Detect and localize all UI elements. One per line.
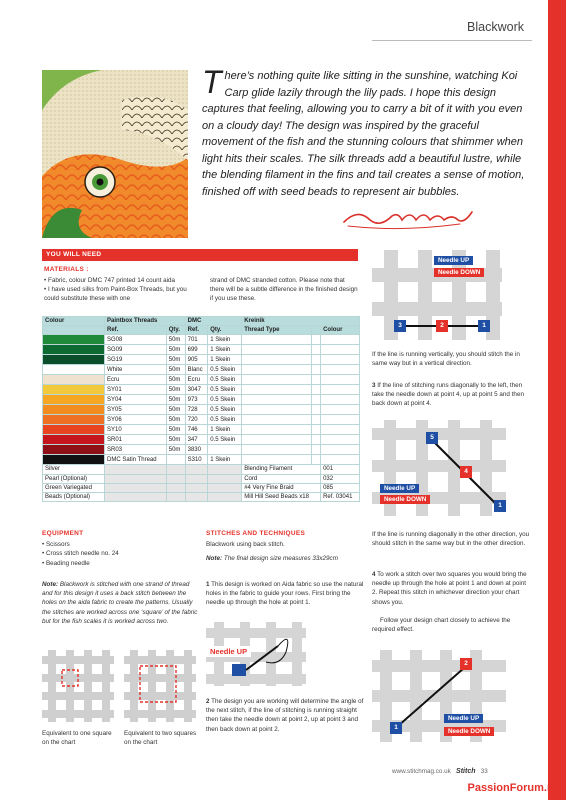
step-2: 2 The design you are working will determine the angle of the next stitch, if the line of stitching is running straight then take the needle down at point 2, up at point 3 and then back down at point 2. <box>206 698 364 733</box>
equipment-item: • Scissors <box>42 540 192 549</box>
colour-swatch <box>43 385 105 395</box>
needle-up-label: Needle UP <box>444 714 483 723</box>
two-square-stitch-diagram <box>372 650 506 742</box>
intro-text: here’s nothing quite like sitting in the sunshine, watching Koi Carp glide lazily through the lily pads. I hope this design captures that feeling, allowing you to carry a bit of it with you even on a cloudy day! The design was inspired by the graceful movement of the fish and the stunning colours that shimmer when light hits their scales. The silk threads add a beautiful lustre, while the blending filament in the fins and tail creates a sense of motion, finished off with seed beads to represent air bubbles. <box>202 70 525 198</box>
intro-paragraph <box>202 64 532 200</box>
kreinik-row: Beads (Optional) Mill Hill Seed Beads x18 Ref. 03041 <box>43 492 360 501</box>
materials-title: MATERIALS : <box>44 266 89 273</box>
thread-rows <box>43 335 360 465</box>
col-kreinik: Kreinik <box>242 317 360 326</box>
colour-swatch <box>43 405 105 415</box>
needle-down-label: Needle DOWN <box>434 268 484 277</box>
point-2: 2 <box>460 658 472 670</box>
needle-up-label: Needle UP <box>380 484 419 493</box>
colour-swatch <box>43 445 105 455</box>
note-text: Blackwork is stitched with one strand of thread and for this design it uses a back stitch between the holes on the aida fabric to create the patterns. Usually the stitches are worked across one ‘square’ of the fabric but for the fish scales it is worked across two. <box>42 581 198 625</box>
needle-down-label: Needle DOWN <box>380 495 430 504</box>
you-will-need-header: YOU WILL NEED <box>42 249 358 261</box>
thread-row: SG08 50m 701 1 Skein <box>43 335 360 345</box>
thread-row: SR03 50m 3830 <box>43 445 360 455</box>
page-number: 33 <box>480 768 488 775</box>
thread-row: SY05 50m 728 0.5 Skein <box>43 405 360 415</box>
diagonal-stitch-diagram <box>372 420 506 516</box>
thread-row: DMC Satin Thread S310 1 Skein <box>43 455 360 465</box>
colour-swatch <box>43 415 105 425</box>
col-colour: Colour <box>43 317 105 326</box>
straight-stitch-diagram <box>372 250 502 340</box>
colour-swatch <box>43 355 105 365</box>
equipment-section <box>42 529 192 568</box>
point-4: 4 <box>460 466 472 478</box>
point-1: 1 <box>478 320 490 332</box>
footer-url: www.stitchmag.co.uk <box>392 768 451 775</box>
equipment-item: • Beading needle <box>42 559 192 568</box>
caption-one-square: Equivalent to one square on the chart <box>42 730 112 747</box>
thread-row: Ecru 50m Ecru 0.5 Skein <box>43 375 360 385</box>
materials-item: • Fabric, colour DMC 747 printed 14 count aida <box>44 276 194 285</box>
equipment-title: EQUIPMENT <box>42 530 84 537</box>
koi-embroidery-photo <box>42 70 188 238</box>
thread-row: SG19 50m 905 1 Skein <box>43 355 360 365</box>
follow-chart-note: Follow your design chart closely to achieve the required effect. <box>372 617 511 634</box>
equipment-item: • Cross stitch needle no. 24 <box>42 549 192 558</box>
col-paintbox: Paintbox Threads <box>105 317 186 326</box>
colour-swatch <box>43 395 105 405</box>
threads-table <box>42 316 360 502</box>
point-3: 3 <box>394 320 406 332</box>
thread-row: SR01 50m 347 0.5 Skein <box>43 435 360 445</box>
colour-swatch <box>43 365 105 375</box>
table-subheader-row: Ref. Qty. Ref. Qty. Thread Type Colour <box>43 326 360 335</box>
kreinik-row: Green Variegated #4 Very Fine Braid 085 <box>43 483 360 492</box>
colour-swatch <box>43 455 105 465</box>
stitches-note: Note: The final design size measures 33x29cm <box>206 555 338 563</box>
point-1: 1 <box>494 500 506 512</box>
materials-note: strand of DMC stranded cotton. Please note that there will be a subtle difference in the finished design if you use these. <box>210 277 358 303</box>
stitches-text: Blackwork using back stitch. <box>206 541 285 549</box>
colour-swatch <box>43 425 105 435</box>
stitches-title: STITCHES AND TECHNIQUES <box>206 530 306 537</box>
blackwork-note <box>42 580 198 626</box>
table-header-row <box>43 317 360 326</box>
needle-up-label: Needle UP <box>434 256 473 265</box>
thread-row: SY01 50m 3047 0.5 Skein <box>43 385 360 395</box>
caption-two-squares: Equivalent to two squares on the chart <box>124 730 197 747</box>
thread-row: SG09 50m 699 1 Skein <box>43 345 360 355</box>
one-square-diagram <box>42 650 114 722</box>
step-4: 4 To work a stitch over two squares you would bring the needle up through the hole at point 1 and down at point 2. Repeat this stitch in whichever direction your chart shows you. <box>372 571 527 606</box>
watermark: PassionForum.ru <box>467 782 558 794</box>
step-1: 1 This design is worked on Aida fabric so use the natural holes in the fabric to guide your rows. First bring the needle up through the hole at point 1. <box>206 581 364 607</box>
page-edge-bar <box>548 0 566 800</box>
thread-row: White 50m Blanc 0.5 Skein <box>43 365 360 375</box>
section-title: Blackwork <box>467 20 524 34</box>
stitches-section <box>206 529 366 564</box>
note-label: Note: <box>42 581 59 588</box>
divider <box>372 40 532 41</box>
vertical-note: If the line is running vertically, you should stitch the in same way but in a vertical direction. <box>372 351 520 368</box>
thread-row: SY04 50m 973 0.5 Skein <box>43 395 360 405</box>
step-3: 3 If the line of stitching runs diagonally to the left, then take the needle down at point 4, up at point 5 and then back down at point 4. <box>372 382 524 408</box>
drop-cap: T <box>202 64 222 100</box>
colour-swatch <box>43 345 105 355</box>
two-squares-diagram <box>124 650 196 722</box>
colour-swatch <box>43 335 105 345</box>
point-5: 5 <box>426 432 438 444</box>
other-direction-note: If the line is running diagonally in the other direction, you should stitch in the same way but in the other direction. <box>372 531 530 548</box>
needle-down-label: Needle DOWN <box>444 727 494 736</box>
footer-brand: Stitch <box>456 768 476 775</box>
kreinik-row: Silver Blending Filament 001 <box>43 465 360 474</box>
point-2: 2 <box>436 320 448 332</box>
colour-swatch <box>43 375 105 385</box>
signature <box>340 198 480 236</box>
materials-list <box>44 276 194 304</box>
thread-row: SY06 50m 720 0.5 Skein <box>43 415 360 425</box>
kreinik-row: Pearl (Optional) Cord 032 <box>43 474 360 483</box>
materials-item: • I have used silks from Paint-Box Threads, but you could substitute these with one <box>44 285 194 303</box>
kreinik-rows <box>43 465 360 502</box>
needle-up-label: Needle UP <box>206 646 251 657</box>
colour-swatch <box>43 435 105 445</box>
thread-row: SY10 50m 746 1 Skein <box>43 425 360 435</box>
col-dmc: DMC <box>185 317 242 326</box>
needle-up-diagram <box>206 622 306 686</box>
point-1: 1 <box>390 722 402 734</box>
footer <box>392 768 488 775</box>
